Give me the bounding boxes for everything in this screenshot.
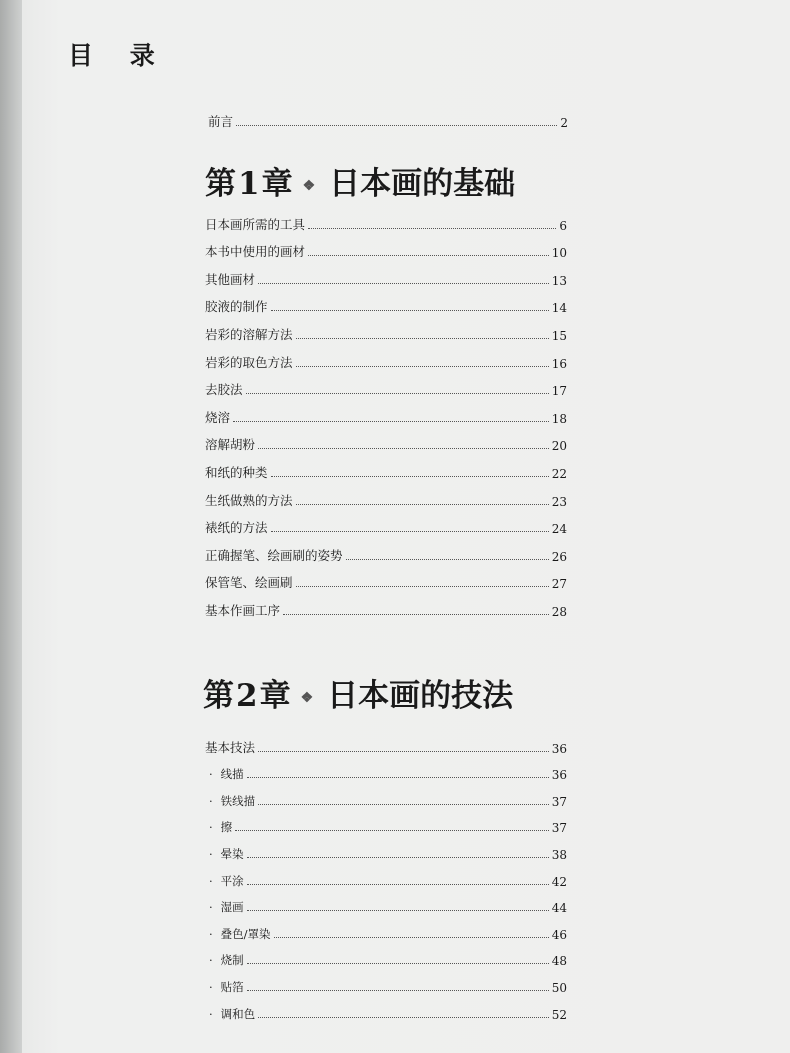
toc-row: [205, 809, 567, 836]
entry-label: [205, 793, 255, 809]
entry-text: 晕染: [220, 846, 244, 861]
entry-page-number: 48: [551, 954, 567, 969]
bullet-icon: ·: [209, 953, 213, 968]
entry-label: 日本画所需的工具: [205, 216, 306, 232]
dot-leader: [247, 963, 549, 964]
toc-row: [205, 398, 567, 426]
entry-page-number: 23: [551, 494, 567, 509]
bullet-icon: ·: [209, 793, 213, 808]
toc-row: [205, 233, 567, 261]
entry-label: 保管笔、绘画刷: [205, 575, 293, 591]
entry-label: [205, 819, 232, 835]
toc-row: [205, 591, 567, 619]
bullet-icon: ·: [209, 873, 213, 888]
chapter-number: 2: [236, 678, 258, 714]
entry-label: 烧溶: [205, 409, 231, 425]
dot-leader: [236, 125, 557, 126]
entry-text: 贴箔: [220, 979, 244, 994]
entry-label: 生纸做熟的方法: [205, 492, 293, 508]
entry-page-number: 50: [551, 980, 567, 995]
toc-row: [205, 426, 567, 454]
chapter-prefix: 第: [203, 678, 234, 714]
entry-page-number: 2: [560, 116, 568, 130]
dot-leader: [258, 751, 549, 752]
entry-text: 湿画: [220, 900, 244, 915]
chapter-suffix: 章: [259, 678, 291, 714]
entry-page-number: 6: [559, 218, 567, 233]
entry-page-number: 18: [551, 411, 567, 426]
preface-entry: [208, 108, 568, 130]
entry-page-number: 17: [551, 384, 567, 399]
diamond-ornament-icon: ❖: [300, 689, 314, 706]
entry-label: [205, 926, 271, 942]
dot-leader: [271, 310, 549, 311]
entry-text: 平涂: [220, 873, 244, 888]
entry-page-number: 28: [551, 604, 567, 619]
dot-leader: [296, 504, 549, 505]
chapter-1-heading: [205, 158, 515, 203]
book-gutter: [0, 0, 22, 1053]
entry-page-number: 42: [551, 874, 567, 889]
chapter-prefix: 第: [205, 166, 236, 202]
entry-label: [205, 873, 244, 889]
entry-page-number: 37: [551, 794, 567, 809]
entry-page-number: 15: [551, 328, 567, 343]
entry-page-number: 24: [551, 522, 567, 537]
entry-text: 铁线描: [220, 793, 256, 808]
entry-page-number: 44: [551, 901, 567, 916]
chapter-suffix: 章: [261, 166, 293, 202]
entry-page-number: 22: [551, 466, 567, 481]
dot-leader: [346, 559, 549, 560]
toc-row: [205, 729, 567, 756]
toc-row: [205, 564, 567, 592]
entry-label: 溶解胡粉: [205, 437, 256, 453]
entry-label: 胶液的制作: [205, 299, 268, 315]
dot-leader: [246, 393, 549, 394]
entry-label: [205, 846, 244, 862]
entry-page-number: 13: [551, 273, 567, 288]
entry-label: [205, 952, 244, 968]
entry-text: 线描: [220, 767, 244, 782]
toc-row: [205, 343, 567, 371]
toc-row: [205, 942, 567, 969]
entry-label: 其他画材: [205, 271, 256, 287]
dot-leader: [308, 228, 556, 229]
chapter-1-entries: [205, 205, 567, 619]
dot-leader: [247, 777, 549, 778]
bullet-icon: ·: [209, 846, 213, 861]
entry-text: 调和色: [220, 1006, 256, 1021]
entry-label: 和纸的种类: [205, 464, 268, 480]
toc-row: [205, 481, 567, 509]
toc-row: [205, 782, 567, 809]
dot-leader: [258, 283, 549, 284]
toc-row: [205, 995, 567, 1022]
dot-leader: [258, 804, 549, 805]
dot-leader: [296, 586, 549, 587]
toc-row: [205, 453, 567, 481]
dot-leader: [271, 476, 549, 477]
bullet-icon: ·: [209, 1006, 213, 1021]
entry-label: 基本作画工序: [205, 602, 281, 618]
dot-leader: [308, 255, 549, 256]
entry-label: [205, 1006, 255, 1022]
toc-row: [205, 968, 567, 995]
toc-row: [205, 835, 567, 862]
entry-text: 叠色/罩染: [220, 926, 271, 941]
toc-row: [205, 315, 567, 343]
dot-leader: [247, 884, 549, 885]
entry-text: 擦: [220, 820, 233, 835]
dot-leader: [296, 338, 549, 339]
entry-label: 前言: [208, 114, 234, 129]
bullet-icon: ·: [209, 767, 213, 782]
entry-label: [205, 899, 244, 915]
bullet-icon: ·: [209, 900, 213, 915]
dot-leader: [247, 857, 549, 858]
entry-label: 正确握笔、绘画刷的姿势: [205, 547, 343, 563]
diamond-ornament-icon: ❖: [302, 177, 316, 194]
dot-leader: [247, 990, 549, 991]
bullet-icon: ·: [209, 926, 213, 941]
toc-row: [205, 915, 567, 942]
toc-row: [208, 108, 568, 130]
chapter-number: 1: [238, 166, 260, 202]
entry-label: 基本技法: [205, 739, 256, 755]
dot-leader: [258, 1017, 549, 1018]
chapter-title: 日本画的基础: [329, 166, 516, 202]
entry-page-number: 27: [551, 577, 567, 592]
entry-label: 本书中使用的画材: [205, 244, 306, 260]
entry-page-number: 16: [551, 356, 567, 371]
entry-label: [205, 979, 244, 995]
dot-leader: [283, 614, 549, 615]
toc-row: [205, 536, 567, 564]
dot-leader: [235, 830, 549, 831]
toc-row: [205, 889, 567, 916]
dot-leader: [274, 937, 549, 938]
dot-leader: [233, 421, 549, 422]
dot-leader: [296, 366, 549, 367]
chapter-2-heading: [203, 670, 513, 715]
entry-page-number: 10: [551, 246, 567, 261]
toc-heading: 目 录: [68, 41, 169, 70]
toc-row: [205, 260, 567, 288]
dot-leader: [247, 910, 549, 911]
dot-leader: [271, 531, 549, 532]
toc-row: [205, 288, 567, 316]
bullet-icon: ·: [209, 979, 213, 994]
entry-page-number: 52: [551, 1007, 567, 1022]
entry-page-number: 36: [551, 768, 567, 783]
entry-page-number: 14: [551, 301, 567, 316]
entry-page-number: 46: [551, 927, 567, 942]
entry-text: 烧制: [220, 953, 244, 968]
toc-row: [205, 205, 567, 233]
toc-row: [205, 509, 567, 537]
dot-leader: [258, 448, 549, 449]
entry-label: [205, 766, 244, 782]
entry-label: 岩彩的取色方法: [205, 354, 293, 370]
bullet-icon: ·: [209, 820, 213, 835]
chapter-title: 日本画的技法: [327, 678, 514, 714]
toc-row: [205, 756, 567, 783]
entry-page-number: 37: [551, 821, 567, 836]
entry-label: 裱纸的方法: [205, 520, 268, 536]
entry-page-number: 36: [551, 741, 567, 756]
toc-row: [205, 371, 567, 399]
entry-label: 岩彩的溶解方法: [205, 326, 293, 342]
toc-row: [205, 862, 567, 889]
entry-page-number: 26: [551, 549, 567, 564]
entry-page-number: 20: [551, 439, 567, 454]
entry-page-number: 38: [551, 847, 567, 862]
entry-label: 去胶法: [205, 382, 243, 398]
chapter-2-entries: [205, 729, 567, 1022]
